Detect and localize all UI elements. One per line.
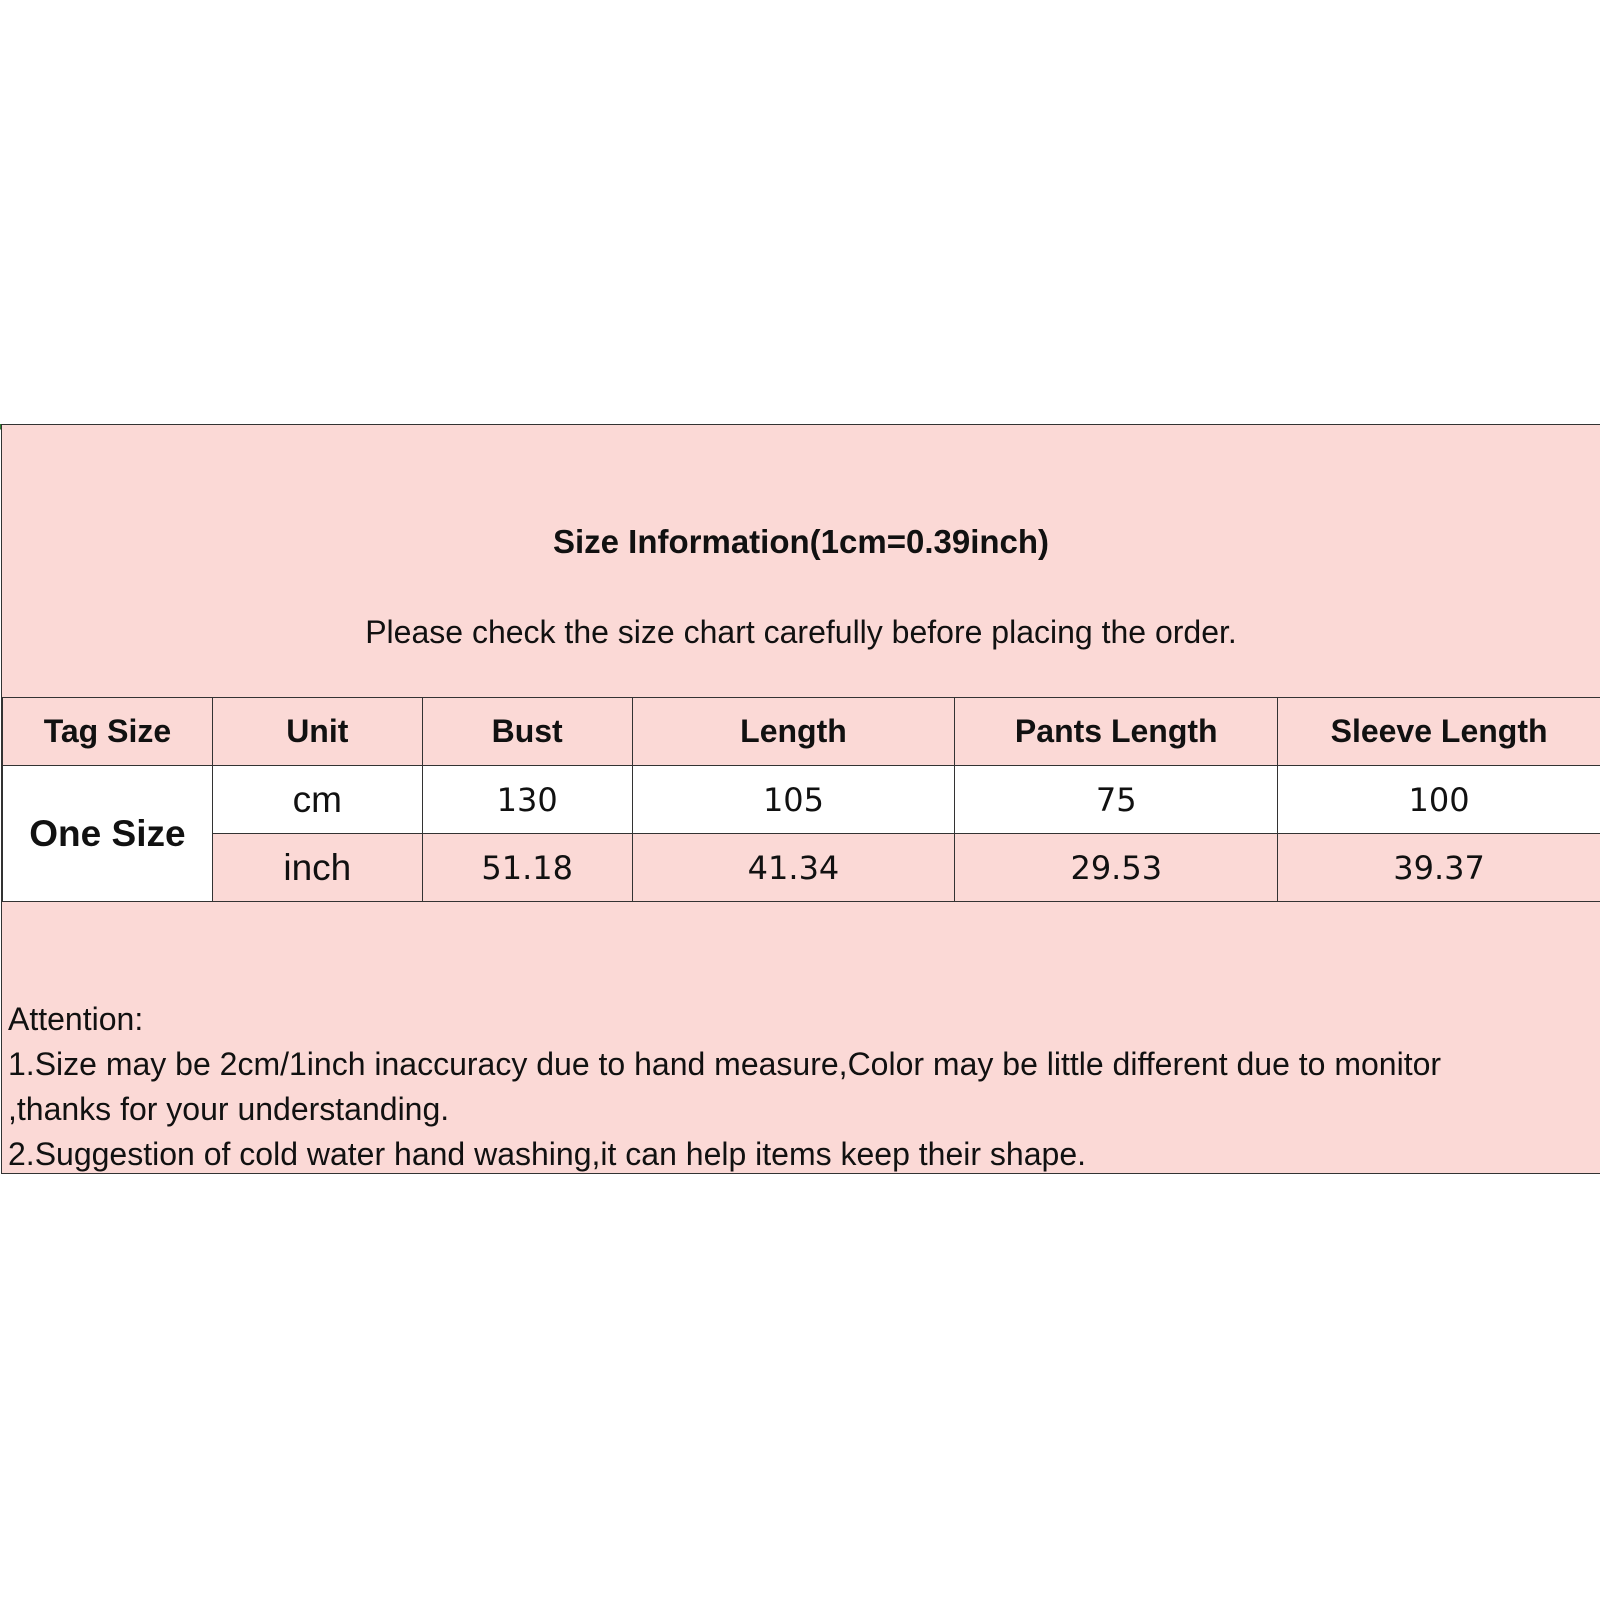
attention-notes: [8, 997, 1598, 1177]
column-header-unit: Unit: [212, 698, 422, 766]
tag-size-cell: One Size: [3, 766, 213, 902]
sleeve-length-cell: 100: [1278, 766, 1600, 834]
unit-cell: inch: [212, 834, 422, 902]
size-chart-sheet: [1, 424, 1600, 1174]
column-header-tag-size: Tag Size: [3, 698, 213, 766]
length-cell: 105: [632, 766, 955, 834]
pants-length-cell: 75: [955, 766, 1278, 834]
length-cell: 41.34: [632, 834, 955, 902]
column-header-pants-length: Pants Length: [955, 698, 1278, 766]
column-header-bust: Bust: [422, 698, 632, 766]
attention-note-1-continued: ,thanks for your understanding.: [8, 1091, 450, 1127]
table-row: [3, 834, 1600, 902]
unit-cell: cm: [212, 766, 422, 834]
bust-cell: 130: [422, 766, 632, 834]
size-info-title: Size Information(1cm=0.39inch): [552, 523, 1050, 560]
column-header-length: Length: [632, 698, 955, 766]
size-info-subtitle: Please check the size chart carefully before placing the order.: [365, 614, 1237, 650]
bust-cell: 51.18: [422, 834, 632, 902]
size-table: [2, 697, 1600, 902]
pants-length-cell: 29.53: [955, 834, 1278, 902]
table-header-row: [3, 698, 1600, 766]
column-header-sleeve-length: Sleeve Length: [1278, 698, 1600, 766]
table-row: [3, 766, 1600, 834]
sleeve-length-cell: 39.37: [1278, 834, 1600, 902]
attention-note-2: 2.Suggestion of cold water hand washing,it can help items keep their shape.: [8, 1136, 1086, 1172]
attention-heading: Attention:: [8, 1001, 144, 1037]
attention-note-1: 1.Size may be 2cm/1inch inaccuracy due to hand measure,Color may be little different due to monitor: [8, 1046, 1442, 1082]
